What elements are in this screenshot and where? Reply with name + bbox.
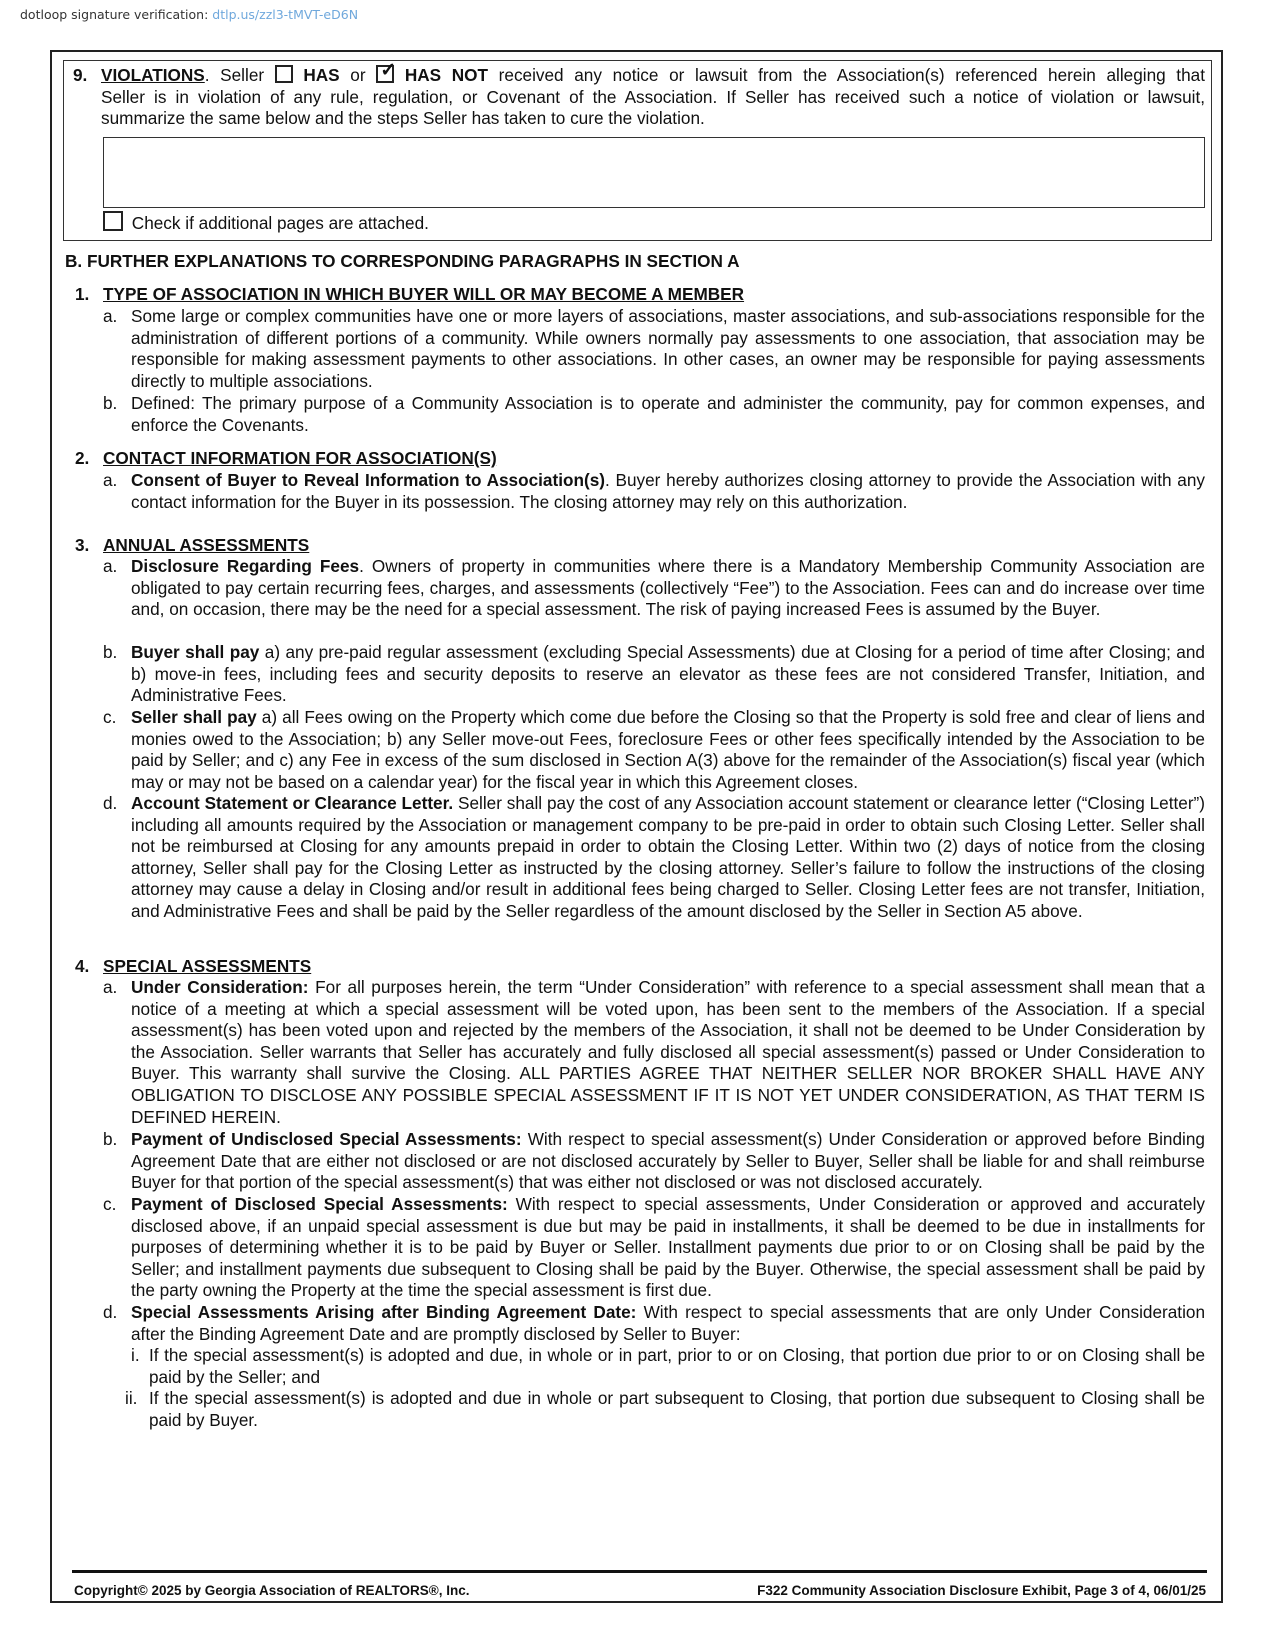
violations-line-2: Seller is in violation of any rule, regulation, or Covenant of the Association. If Seller has received such a notice of violation or lawsuit, [101,87,1205,107]
footer-form-id: F322 Community Association Disclosure Exhibit, Page 3 of 4, 06/01/25 [757,1583,1206,1598]
section-b-title: B. FURTHER EXPLANATIONS TO CORRESPONDING PARAGRAPHS IN SECTION A [65,251,740,271]
additional-pages-row [103,211,429,235]
verification-label: dotloop signature verification: [20,7,209,22]
additional-pages-checkbox[interactable] [103,211,123,231]
violations-number: 9. [73,65,88,85]
footer-rule [72,1570,1207,1573]
p2-heading: CONTACT INFORMATION FOR ASSOCIATION(S) [103,448,497,468]
p4-heading: SPECIAL ASSESSMENTS [103,956,312,976]
p1-b-text: Defined: The primary purpose of a Community Association is to operate and administer the community, pay for common expenses, and enforce the Covenants. [131,393,1205,435]
verification-link[interactable]: dtlp.us/zzl3-tMVT-eD6N [212,7,359,22]
p1-a-text: Some large or complex communities have one or more layers of associations, master associations, and sub-associations responsible for the administration of different portions of a community. While owners normally pay assessments to one association, that association may be responsible for making assessment payments to other associations. In other cases, an owner may be responsible for paying assessments directly to multiple associations. [131,306,1205,391]
p4-d-i-text: If the special assessment(s) is adopted and due, in whole or in part, prior to or on Closing, that portion due prior to or on Closing shall be paid by the Seller; and [149,1345,1205,1387]
signature-verification [20,7,358,22]
violation-summary-field[interactable] [103,137,1205,208]
violations-line-1: VIOLATIONS. Seller HAS or ✓ HAS NOT received any notice or lawsuit from the Association(s) referenced herein alleging that [101,60,1205,85]
p1-heading: TYPE OF ASSOCIATION IN WHICH BUYER WILL OR MAY BECOME A MEMBER [103,284,745,304]
has-not-checkbox[interactable] [376,60,397,83]
p4-a-text: Under Consideration: For all purposes herein, the term “Under Consideration” with reference to a special assessment shall mean that a notice of a meeting at which a special assessment will be voted upon, has been sent to the members of the Association. If a special assessment(s) has been voted upon and rejected by the members of the Association, it shall not be deemed to be Under Consideration by the Association. Seller warrants that Seller has accurately and fully disclosed all special assessment(s) passed or Under Consideration to Buyer. This warranty shall survive the Closing. ALL PARTIES AGREE THAT NEITHER SELLER NOR BROKER SHALL HAVE ANY OBLIGATION TO DISCLOSE ANY POSSIBLE SPECIAL ASSESSMENT IF IT IS NOT YET UNDER CONSIDERATION, AS THAT TERM IS DEFINED HEREIN. [131,977,1205,1127]
additional-pages-label: Check if additional pages are attached. [131,213,429,233]
p4-d-ii-text: If the special assessment(s) is adopted and due in whole or part subsequent to Closing, that portion due subsequent to Closing shall be paid by Buyer. [149,1388,1205,1430]
p3-c-text: Seller shall pay a) all Fees owing on the Property which come due before the Closing so that the Property is sold free and clear of liens and monies owed to the Association; b) any Seller move-out Fees, foreclosure Fees or other fees specifically intended by the Association to be paid by Seller; and c) any Fee in excess of the sum disclosed in Section A(3) above for the remainder of the Association(s) fiscal year (which may or may not be based on a calendar year) for the fiscal year in which this Agreement closes. [131,707,1205,792]
p3-b-text: Buyer shall pay a) any pre-paid regular assessment (excluding Special Assessments) due at Closing for a period of time after Closing; and b) move-in fees, including fees and security deposits to reserve an elevator as these fees are not considered Transfer, Initiation, and Administrative Fees. [131,642,1205,706]
p3-d-text: Account Statement or Clearance Letter. Seller shall pay the cost of any Association account statement or clearance letter (“Closing Letter”) including all amounts required by the Association or management company to be pre-paid in order to obtain such Closing Letter. Seller shall not be reimbursed at Closing for any amounts prepaid in order to obtain the Closing Letter. Within two (2) days of notice from the closing attorney, Seller shall pay for the Closing Letter as instructed by the closing attorney. Seller’s failure to follow the instructions of the closing attorney may cause a delay in Closing and/or result in additional fees being charged to Seller. Closing Letter fees are not transfer, Initiation, and Administrative Fees and shall be paid by the Seller regardless of the amount disclosed by the Seller in Section A5 above. [131,793,1205,921]
has-checkbox[interactable] [275,65,293,83]
footer-copyright: Copyright© 2025 by Georgia Association of REALTORS®, Inc. [74,1583,470,1598]
violations-line-3: summarize the same below and the steps Seller has taken to cure the violation. [101,108,705,128]
p3-heading: ANNUAL ASSESSMENTS [103,535,310,555]
p4-d-text: Special Assessments Arising after Binding Agreement Date: With respect to special assessments that are only Under Consideration after the Binding Agreement Date and are promptly disclosed by Seller to Buyer: [131,1302,1206,1344]
violations-heading: VIOLATIONS [101,65,205,85]
p4-c-text: Payment of Disclosed Special Assessments: With respect to special assessments, Under Consideration or approved and accurately disclosed above, if an unpaid special assessment is due but may be paid in installments, it shall be deemed to be due in installments for purposes of determining whether it is to be paid by Buyer or Seller. Installment payments due prior to or on Closing shall be paid by the Seller; and installment payments due subsequent to Closing shall be paid by the Buyer. Otherwise, the special assessment shall be paid by the party owning the Property at the time the special assessment is first due. [131,1194,1205,1301]
p4-b-text: Payment of Undisclosed Special Assessments: With respect to special assessment(s) Under Consideration or approved before Binding Agreement Date that are either not disclosed or are not disclosed accurately by Seller to Buyer, Seller shall be liable for and shall reimburse Buyer for that portion of the special assessment(s) that was either not disclosed or was not disclosed accurately. [131,1129,1205,1193]
p3-a-text: Disclosure Regarding Fees. Owners of property in communities where there is a Mandatory Membership Community Association are obligated to pay certain recurring fees, charges, and assessments (collectively “Fee”) to the Association. Fees can and do increase over time and, on occasion, there may be the need for a special assessment. The risk of paying increased Fees is assumed by the Buyer. [131,556,1205,620]
checkmark-icon: ✓ [380,60,397,81]
p2-a-text: Consent of Buyer to Reveal Information to Association(s). Buyer hereby authorizes closing attorney to provide the Association with any contact information for the Buyer in its possession. The closing attorney may rely on this authorization. [131,470,1205,512]
